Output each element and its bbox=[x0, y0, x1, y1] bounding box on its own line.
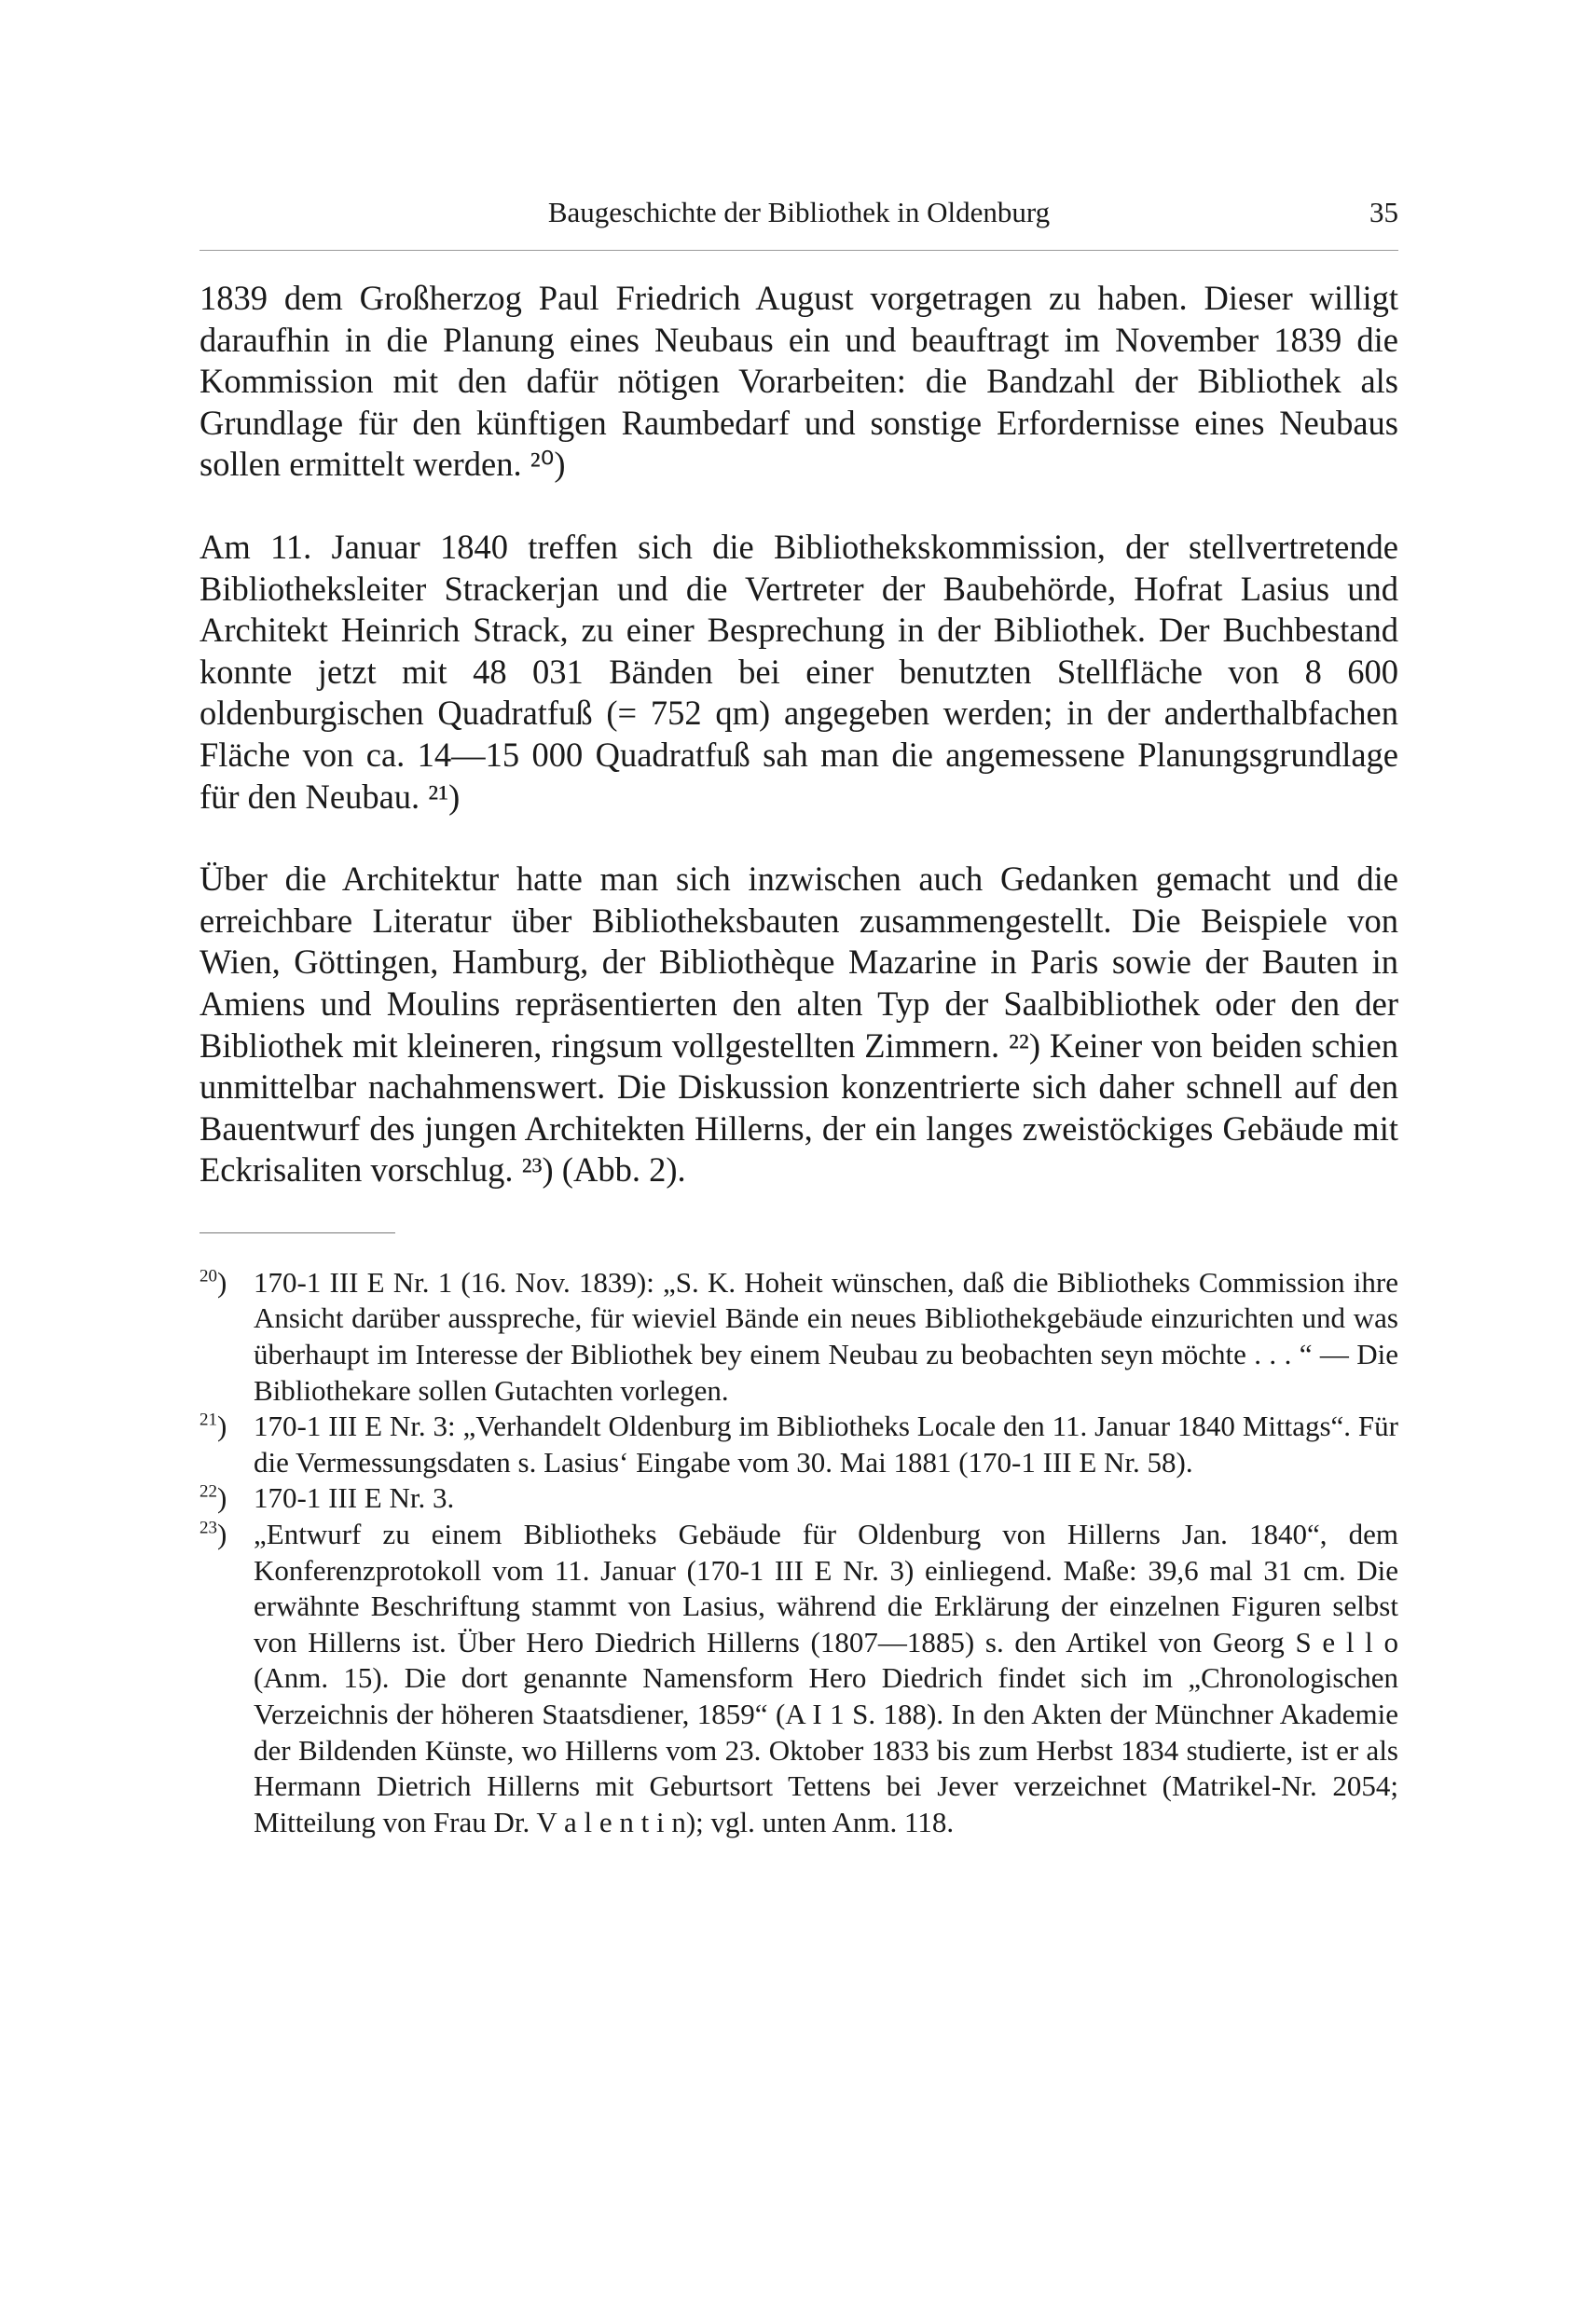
paragraph-1: 1839 dem Großherzog Paul Friedrich August vorgetragen zu haben. Dieser willigt daraufhin in die Planung eines Neubaus ein und beauftragt im November 1839 die Kommission mit den dafür nötigen Vorarbeiten: die Bandzahl der Bibliothek als Grundlage für den künftigen Raumbedarf und sonstige Erfordernisse eines Neubaus sollen ermittelt werden. ²⁰) bbox=[200, 279, 1398, 484]
running-head bbox=[200, 186, 1398, 239]
footnote-text: 170-1 III E Nr. 1 (16. Nov. 1839): „S. K. Hoheit wünschen, daß die Bibliotheks Commission ihre Ansicht darüber ausspreche, für wieviel Bände ein neues Bibliothekgebäude einzurichten und was überhaupt im Interesse der Bibliothek bey einem Neubau zu beobachten seyn möchte . . . “ — Die Bibliothekare sollen Gutachten vorlegen. bbox=[254, 1265, 1398, 1407]
footnotes bbox=[200, 1265, 1398, 1841]
footnote-text: 170-1 III E Nr. 3. bbox=[254, 1481, 455, 1515]
footnote-mark: $^{22}$) bbox=[200, 1481, 227, 1515]
footnote-22 bbox=[200, 1480, 1398, 1517]
page-number: 35 bbox=[1369, 196, 1398, 228]
footnote-text: 170-1 III E Nr. 3: „Verhandelt Oldenburg im Bibliotheks Locale den 11. Januar 1840 Mittags“. Für die Vermessungsdaten s. Lasius‘ Eingabe vom 30. Mai 1881 (170-1 III E Nr. 58). bbox=[254, 1410, 1398, 1479]
footnote-rule bbox=[200, 1232, 395, 1233]
header-rule bbox=[200, 250, 1398, 251]
footnote-23 bbox=[200, 1517, 1398, 1840]
paragraph-3: Über die Architektur hatte man sich inzwischen auch Gedanken gemacht und die erreichbare Literatur über Bibliotheksbauten zusammengestellt. Die Beispiele von Wien, Göttingen, Hamburg, der Bibliothèque Mazarine in Paris sowie der Bauten in Amiens und Moulins repräsentierten den alten Typ der Saalbibliothek oder den der Bibliothek mit kleineren, ringsum vollgestellten Zimmern. ²²) Keiner von beiden schien unmittelbar nachahmenswert. Die Diskussion konzentrierte sich daher schnell auf den Bauentwurf des jungen Architekten Hillerns, der ein langes zweistöckiges Gebäude mit Eckrisaliten vorschlug. ²³) (Abb. 2). bbox=[200, 860, 1398, 1190]
footnote-mark: $^{23}$) bbox=[200, 1518, 227, 1551]
footnote-20 bbox=[200, 1265, 1398, 1409]
running-title: Baugeschichte der Bibliothek in Oldenburg bbox=[547, 196, 1051, 228]
footnote-21 bbox=[200, 1409, 1398, 1480]
body-text bbox=[200, 278, 1398, 1191]
footnote-text: „Entwurf zu einem Bibliotheks Gebäude für Oldenburg von Hillerns Jan. 1840“, dem Konferenzprotokoll vom 11. Januar (170-1 III E Nr. 3) einliegend. Maße: 39,6 mal 31 cm. Die erwähnte Beschriftung stammt von Lasius, während die Erklärung der einzelnen Figuren selbst von Hillerns ist. Über Hero Diedrich Hillerns (1807—1885) s. den Artikel von Georg S e l l o (Anm. 15). Die dort genannte Namensform Hero Diedrich findet sich im „Chronologischen Verzeichnis der höheren Staatsdiener, 1859“ (A I 1 S. 188). In den Akten der Münchner Akademie der Bildenden Künste, wo Hillerns vom 23. Oktober 1833 bis zum Herbst 1834 studierte, ist er als Hermann Dietrich Hillerns mit Geburtsort Tettens bei Jever verzeichnet (Matrikel-Nr. 2054; Mitteilung von Frau Dr. V a l e n t i n); vgl. unten Anm. 118. bbox=[254, 1518, 1398, 1838]
paragraph-2: Am 11. Januar 1840 treffen sich die Bibliothekskommission, der stellvertretende Bibliotheksleiter Strackerjan und die Vertreter der Baubehörde, Hofrat Lasius und Architekt Heinrich Strack, zu einer Besprechung in der Bibliothek. Der Buchbestand konnte jetzt mit 48 031 Bänden bei einer benutzten Stellfläche von 8 600 oldenburgischen Quadratfuß (= 752 qm) angegeben werden; in der anderthalbfachen Fläche von ca. 14—15 000 Quadratfuß sah man die angemessene Planungsgrundlage für den Neubau. ²¹) bbox=[200, 527, 1398, 816]
book-page bbox=[200, 186, 1398, 1840]
footnote-mark: $^{20}$) bbox=[200, 1265, 227, 1299]
footnote-mark: $^{21}$) bbox=[200, 1410, 227, 1443]
